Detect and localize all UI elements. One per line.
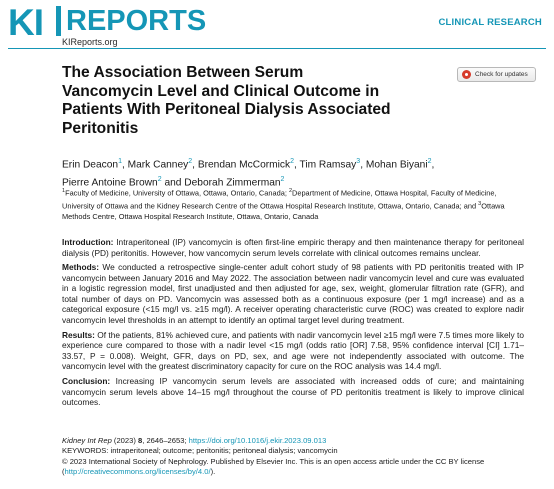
article-category: CLINICAL RESEARCH <box>438 17 542 28</box>
license-text-end: ). <box>210 466 216 476</box>
affiliation-2: Department of Medicine, Ottawa Hospital, Faculty of Medicine, University of Ottawa and the Kidney Research Centre of the Ottawa Hospital Research Institute, Ottawa, Ontario, Canada; and <box>62 188 497 211</box>
article-metadata <box>62 436 524 477</box>
abstract-introduction <box>62 237 524 258</box>
author-separator: , <box>121 159 128 171</box>
doi-link[interactable]: https://doi.org/10.1016/j.ekir.2023.09.013 <box>188 436 327 445</box>
affiliation-3: Ottawa Methods Centre, Ottawa Hospital Research Institute, Ottawa, Ontario, Canada <box>62 201 505 222</box>
author-name[interactable]: Mark Canney <box>127 159 189 171</box>
author-affiliation-ref: 1 <box>118 158 122 165</box>
author-affiliation-ref: 2 <box>157 175 162 183</box>
author-affiliation-ref: 2 <box>427 158 432 165</box>
crossmark-icon <box>462 70 471 79</box>
keywords: KEYWORDS: intraperitoneal; outcome; peritonitis; peritoneal dialysis; vancomycin <box>62 446 338 456</box>
section-heading: Methods: <box>62 262 100 273</box>
section-heading: Conclusion: <box>62 376 111 387</box>
author-name[interactable]: Brendan McCormick <box>197 159 291 171</box>
author-name[interactable]: Pierre Antoine Brown <box>62 177 158 189</box>
license-link[interactable]: http://creativecommons.org/licenses/by/4.0/ <box>64 466 211 476</box>
section-text: We conducted a retrospective single-center adult cohort study of 98 patients with PD peritonitis treated with IP vancomycin between January 2016 and May 2022. The association between nadir vancomycin level and cure was evaluated in a logistic regression model, first unadjusted and then adjusted for age, sex, weight, glomerular filtration rate (GFR), and total number of days on PD. Vancomycin was assessed both as a continuous exposure (per 1 mg/l increase) and as a categorical exposure (<15 mg/l vs. ≥15 mg/l). A receiver operating characteristic curve (ROC) was created to explore nadir vancomycin level thresholds in an attempt to identify an optimal target level during treatment. <box>62 262 524 326</box>
affiliation-1: Faculty of Medicine, University of Ottawa, Ottawa, Ontario, Canada; <box>65 188 289 198</box>
logo-reports: REPORTS <box>66 5 207 37</box>
journal-url[interactable]: KIReports.org <box>62 37 118 47</box>
author-affiliation-ref: 3 <box>356 158 361 165</box>
check-for-updates-label: Check for updates <box>475 71 528 78</box>
article-title: The Association Between Serum Vancomycin Level and Clinical Outcome in Patients With Peritoneal Dialysis Associated Peritonitis <box>62 64 391 137</box>
author-separator: , <box>360 159 366 171</box>
author-name[interactable]: Tim Ramsay <box>299 159 357 171</box>
abstract-conclusion <box>62 376 524 408</box>
section-heading: Results: <box>62 329 95 340</box>
section-text: Increasing IP vancomycin serum levels are associated with increased odds of cure; and maintaining vancomycin serum levels above 14–15 mg/l throughout the course of PD peritonitis treatment is likely to improve clinical outcomes. <box>62 376 524 408</box>
author-separator: , <box>294 159 300 171</box>
author-separator: and <box>161 177 185 189</box>
author-name[interactable]: Deborah Zimmerman <box>184 177 281 189</box>
abstract-methods <box>62 262 524 325</box>
affiliations <box>62 186 517 223</box>
license-text: © 2023 International Society of Nephrology. Published by Elsevier Inc. This is an open access article under the CC BY license ( <box>62 456 485 476</box>
abstract-results <box>62 330 524 372</box>
citation-line <box>62 436 524 446</box>
logo-divider <box>56 6 61 36</box>
journal-name: Kidney Int Rep <box>62 436 112 445</box>
citation-pages: , 2646–2653; <box>142 436 189 445</box>
author-affiliation-ref: 2 <box>188 158 193 165</box>
license-statement <box>62 457 524 478</box>
citation-year: (2023) <box>111 436 138 445</box>
header-divider <box>8 48 546 49</box>
abstract <box>62 237 524 412</box>
author-name[interactable]: Mohan Biyani <box>365 159 428 171</box>
section-text: Intraperitoneal (IP) vancomycin is often first-line empiric therapy and then maintenance therapy for peritoneal dialysis (PD) peritonitis. However, how vancomycin serum levels correlate with clinical outcomes remains unclear. <box>62 237 524 258</box>
section-heading: Introduction: <box>62 237 114 247</box>
citation-volume: 8 <box>137 436 143 445</box>
author-separator: , <box>192 159 198 171</box>
affiliation-number: 2 <box>288 188 292 194</box>
affiliation-number: 1 <box>62 188 66 194</box>
author-name[interactable]: Erin Deacon <box>62 159 119 171</box>
section-text: Of the patients, 81% achieved cure, and patients with nadir vancomycin level ≥15 mg/l were 7.5 times more likely to experience cure compared to those with a nadir level <15 mg/l (odds ratio [OR] 7.58, 95% confidence interval [CI] 1.71–33.57, P = 0.008). Weight, GFR, days on PD, sex, and age were not independently associated with outcome. The vancomycin level with the greatest discriminatory capacity for cure on the ROC analysis was 14.4 mg/l. <box>62 329 524 372</box>
author-separator: , <box>431 159 435 171</box>
logo-ki: KI <box>8 2 43 43</box>
author-affiliation-ref: 2 <box>290 158 294 165</box>
affiliation-number: 3 <box>478 201 482 208</box>
journal-header <box>0 0 554 52</box>
author-affiliation-ref: 2 <box>280 175 285 183</box>
check-for-updates-button[interactable] <box>457 67 536 82</box>
